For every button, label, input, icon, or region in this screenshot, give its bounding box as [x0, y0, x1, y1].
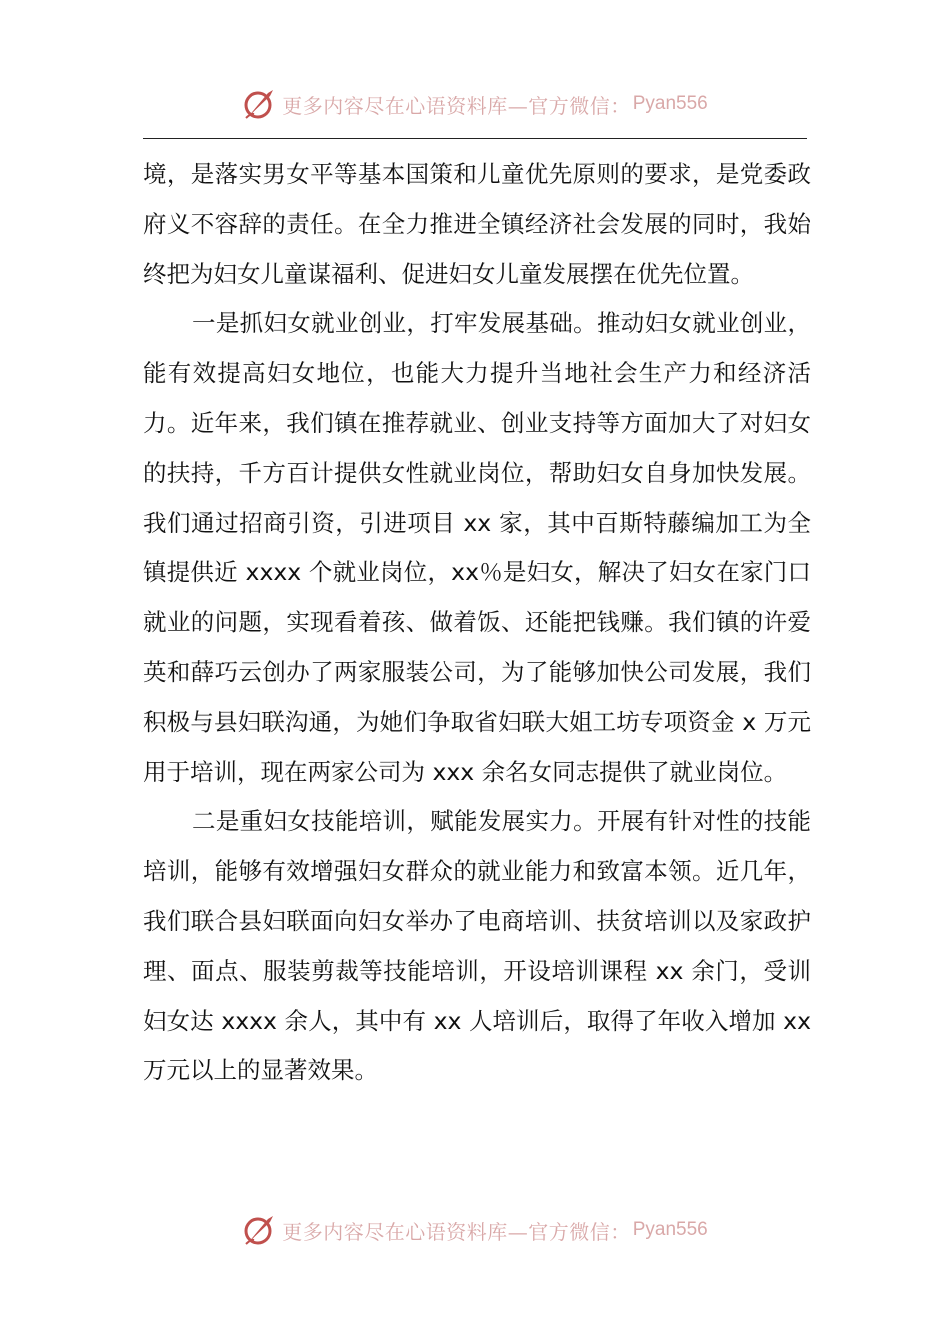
header-divider: [143, 138, 807, 139]
header-watermark: [0, 84, 950, 124]
paragraph: 境，是落实男女平等基本国策和儿童优先原则的要求，是党委政府义不容辞的责任。在全力推进全镇经济社会发展的同时，我始终把为妇女儿童谋福利、促进妇女儿童发展摆在优先位置。: [143, 160, 811, 288]
watermark-wechat-id: Pyan556: [632, 1219, 708, 1240]
footer-watermark: [0, 1210, 950, 1250]
watermark-wechat-id: Pyan556: [632, 93, 708, 114]
quill-logo-icon: [242, 1213, 276, 1247]
watermark-text: 更多内容尽在心语资料库—官方微信：: [282, 1219, 631, 1244]
watermark-text: 更多内容尽在心语资料库—官方微信：: [282, 93, 631, 118]
document-body: [143, 150, 811, 1096]
quill-logo-icon: [242, 87, 276, 121]
paragraph: 一是抓妇女就业创业，打牢发展基础。推动妇女就业创业，能有效提高妇女地位，也能大力提升当地社会生产力和经济活力。近年来，我们镇在推荐就业、创业支持等方面加大了对妇女的扶持，千方百计提供女性就业岗位，帮助妇女自身加快发展。我们通过招商引资，引进项目 xx 家，其中百斯特藤编加工为全镇提供近 xxxx 个就业岗位，xx％是妇女，解决了妇女在家门口就业的问题，实现看着孩、做着饭、还能把钱赚。我们镇的许爱英和薛巧云创办了两家服装公司，为了能够加快公司发展，我们积极与县妇联沟通，为她们争取省妇联大姐工坊专项资金 x 万元用于培训，现在两家公司为 xxx 余名女同志提供了就业岗位。: [143, 309, 811, 786]
paragraph: 二是重妇女技能培训，赋能发展实力。开展有针对性的技能培训，能够有效增强妇女群众的就业能力和致富本领。近几年，我们联合县妇联面向妇女举办了电商培训、扶贫培训以及家政护理、面点、服装剪裁等技能培训，开设培训课程 xx 余门，受训妇女达 xxxx 余人，其中有 xx 人培训后，取得了年收入增加 xx 万元以上的显著效果。: [143, 807, 811, 1085]
